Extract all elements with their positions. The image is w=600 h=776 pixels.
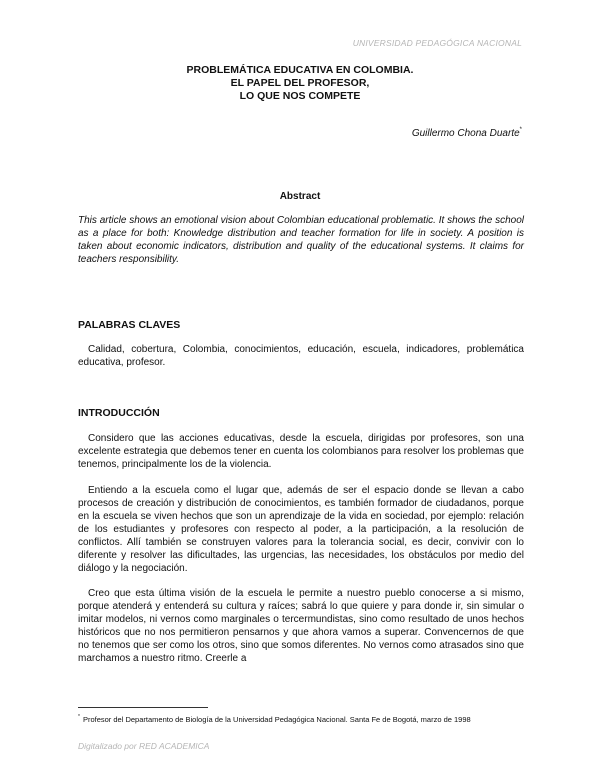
title-line-2: EL PAPEL DEL PROFESOR, (230, 77, 370, 89)
keywords-heading: PALABRAS CLAVES (78, 319, 181, 331)
author-footnote-mark[interactable]: * (519, 127, 522, 133)
intro-paragraph-3-text: Creo que esta última visión de la escuela le permite a nuestro pueblo conocerse a si mismo, porque atenderá y entenderá su cultura y raíces; sabrá lo que quiere y para donde ir, sin simular o imitar modelos, ni vernos como marginales o tercermundistas, sino como resultado de unos hechos históricos que no nos permitieron pensarnos y que ahora vamos a superar. Convencernos de que no tenemos que ser como los otros, sino que somos diferentes. No vernos como atrasados sino que marchamos a nuestro ritmo. Creerle a (78, 588, 524, 664)
article-title (0, 64, 600, 103)
footnote-mark: * (78, 714, 80, 720)
intro-paragraph-2-text: Entiendo a la escuela como el lugar que, además de ser el espacio donde se llevan a cabo procesos de creación y distribución de conocimientos, es también formador de ciudadanos, porque en la escuela se viven hechos que son un aprendizaje de la vida en sociedad, por ejemplo: relación de los estudiantes y profesores con respecto al poder, a la participación, a la resolución de conflictos. Allí también se construyen valores para la tolerancia social, es decir, convivir con lo diferente y resolver las dificultades, las urgencias, las necesidades, los obstáculos por medio del diálogo y la negociación. (78, 485, 524, 574)
introduction-heading: INTRODUCCIÓN (78, 407, 160, 419)
abstract-text: This article shows an emotional vision about Colombian educational problematic. It shows the school as a place for both: Knowledge distribution and teacher formation for life in society. A position is taken about economic indicators, distribution and quality of the educational systems. It claims for teachers responsibility. (78, 215, 524, 265)
footnote-divider (78, 707, 208, 708)
intro-paragraph-1-text: Considero que las acciones educativas, desde la escuela, dirigidas por profesores, son una excelente estrategia que debemos tener en cuenta los colombianos para resolver los problemas que tenemos, principalmente los de la violencia. (78, 433, 524, 470)
abstract-heading: Abstract (279, 191, 321, 202)
author-line (412, 127, 522, 139)
title-line-1: PROBLEMÁTICA EDUCATIVA EN COLOMBIA. (186, 64, 414, 76)
digitized-by-credit: Digitalizado por RED ACADEMICA (78, 741, 210, 751)
footnote (78, 712, 524, 725)
intro-paragraph-2 (78, 484, 524, 575)
keywords-paragraph (78, 343, 524, 369)
intro-paragraph-3 (78, 587, 524, 665)
title-line-3: LO QUE NOS COMPETE (239, 90, 361, 102)
running-head: UNIVERSIDAD PEDAGÓGICA NACIONAL (352, 38, 522, 48)
author-name: Guillermo Chona Duarte (411, 128, 520, 139)
intro-paragraph-1 (78, 432, 524, 471)
keywords-text: Calidad, cobertura, Colombia, conocimientos, educación, escuela, indicadores, problemática educativa, profesor. (78, 344, 524, 368)
footnote-text: Profesor del Departamento de Biología de la Universidad Pedagógica Nacional. Santa Fe de Bogotá, marzo de 1998 (82, 715, 471, 724)
